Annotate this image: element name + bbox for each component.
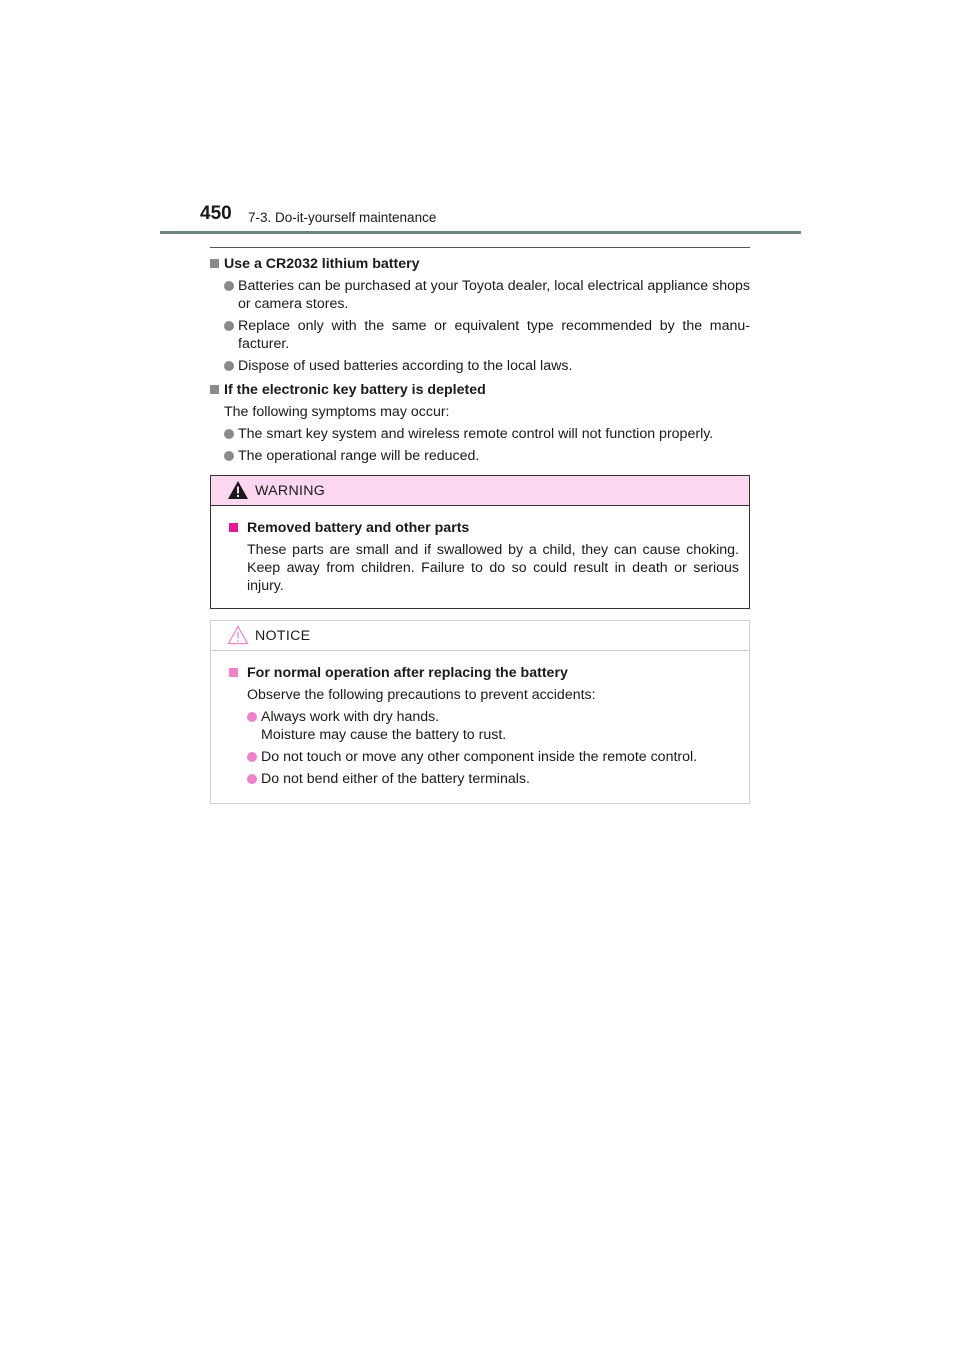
- notice-box: [210, 620, 750, 804]
- header-rule: [160, 231, 801, 234]
- square-bullet-icon: [210, 385, 219, 394]
- page-header: [0, 0, 960, 240]
- notice-triangle-icon: [227, 625, 249, 645]
- warning-text: These parts are small and if swallowed by a child, they can cause choking. Keep away from children. Failure to do so could result in death or serious injury.: [247, 542, 739, 594]
- notice-title-bar: [211, 621, 749, 651]
- list-item: Always work with dry hands. Moisture may cause the battery to rust.: [229, 708, 739, 744]
- circle-bullet-icon: [224, 361, 234, 371]
- warning-title-bar: [211, 476, 749, 506]
- section-heading-battery-type: Use a CR2032 lithium battery: [210, 255, 750, 273]
- list-item: Replace only with the same or equivalent type recommended by the manu-facturer.: [210, 317, 750, 353]
- warning-body: [211, 506, 749, 595]
- warning-title: WARNING: [255, 483, 326, 499]
- circle-bullet-icon: [224, 451, 234, 461]
- section-heading-battery-depleted: If the electronic key battery is depleted: [210, 381, 750, 399]
- page-number: 450: [200, 203, 232, 224]
- square-bullet-icon: [229, 668, 238, 677]
- main-content: [210, 255, 750, 469]
- list-item: Batteries can be purchased at your Toyota dealer, local electrical appliance shops or camera stores.: [210, 277, 750, 313]
- notice-body: [211, 651, 749, 788]
- content-top-rule: [210, 247, 750, 248]
- circle-bullet-icon: [224, 281, 234, 291]
- warning-box: [210, 475, 750, 609]
- circle-bullet-icon: [247, 774, 257, 784]
- warning-heading: Removed battery and other parts: [229, 519, 739, 537]
- circle-bullet-icon: [247, 752, 257, 762]
- list-item: The smart key system and wireless remote control will not function properly.: [210, 425, 750, 443]
- list-item: The operational range will be reduced.: [210, 447, 750, 465]
- square-bullet-icon: [229, 523, 238, 532]
- notice-heading: For normal operation after replacing the battery: [229, 664, 739, 682]
- notice-title: NOTICE: [255, 628, 311, 644]
- section-title: 7-3. Do-it-yourself maintenance: [248, 210, 437, 225]
- section-intro: The following symptoms may occur:: [224, 404, 450, 420]
- square-bullet-icon: [210, 259, 219, 268]
- notice-intro: Observe the following precautions to prevent accidents:: [247, 687, 596, 703]
- circle-bullet-icon: [224, 321, 234, 331]
- circle-bullet-icon: [247, 712, 257, 722]
- list-item: Dispose of used batteries according to the local laws.: [210, 357, 750, 375]
- warning-triangle-icon: [227, 480, 249, 500]
- list-item: Do not touch or move any other component inside the remote control.: [229, 748, 739, 766]
- list-item: Do not bend either of the battery terminals.: [229, 770, 739, 788]
- circle-bullet-icon: [224, 429, 234, 439]
